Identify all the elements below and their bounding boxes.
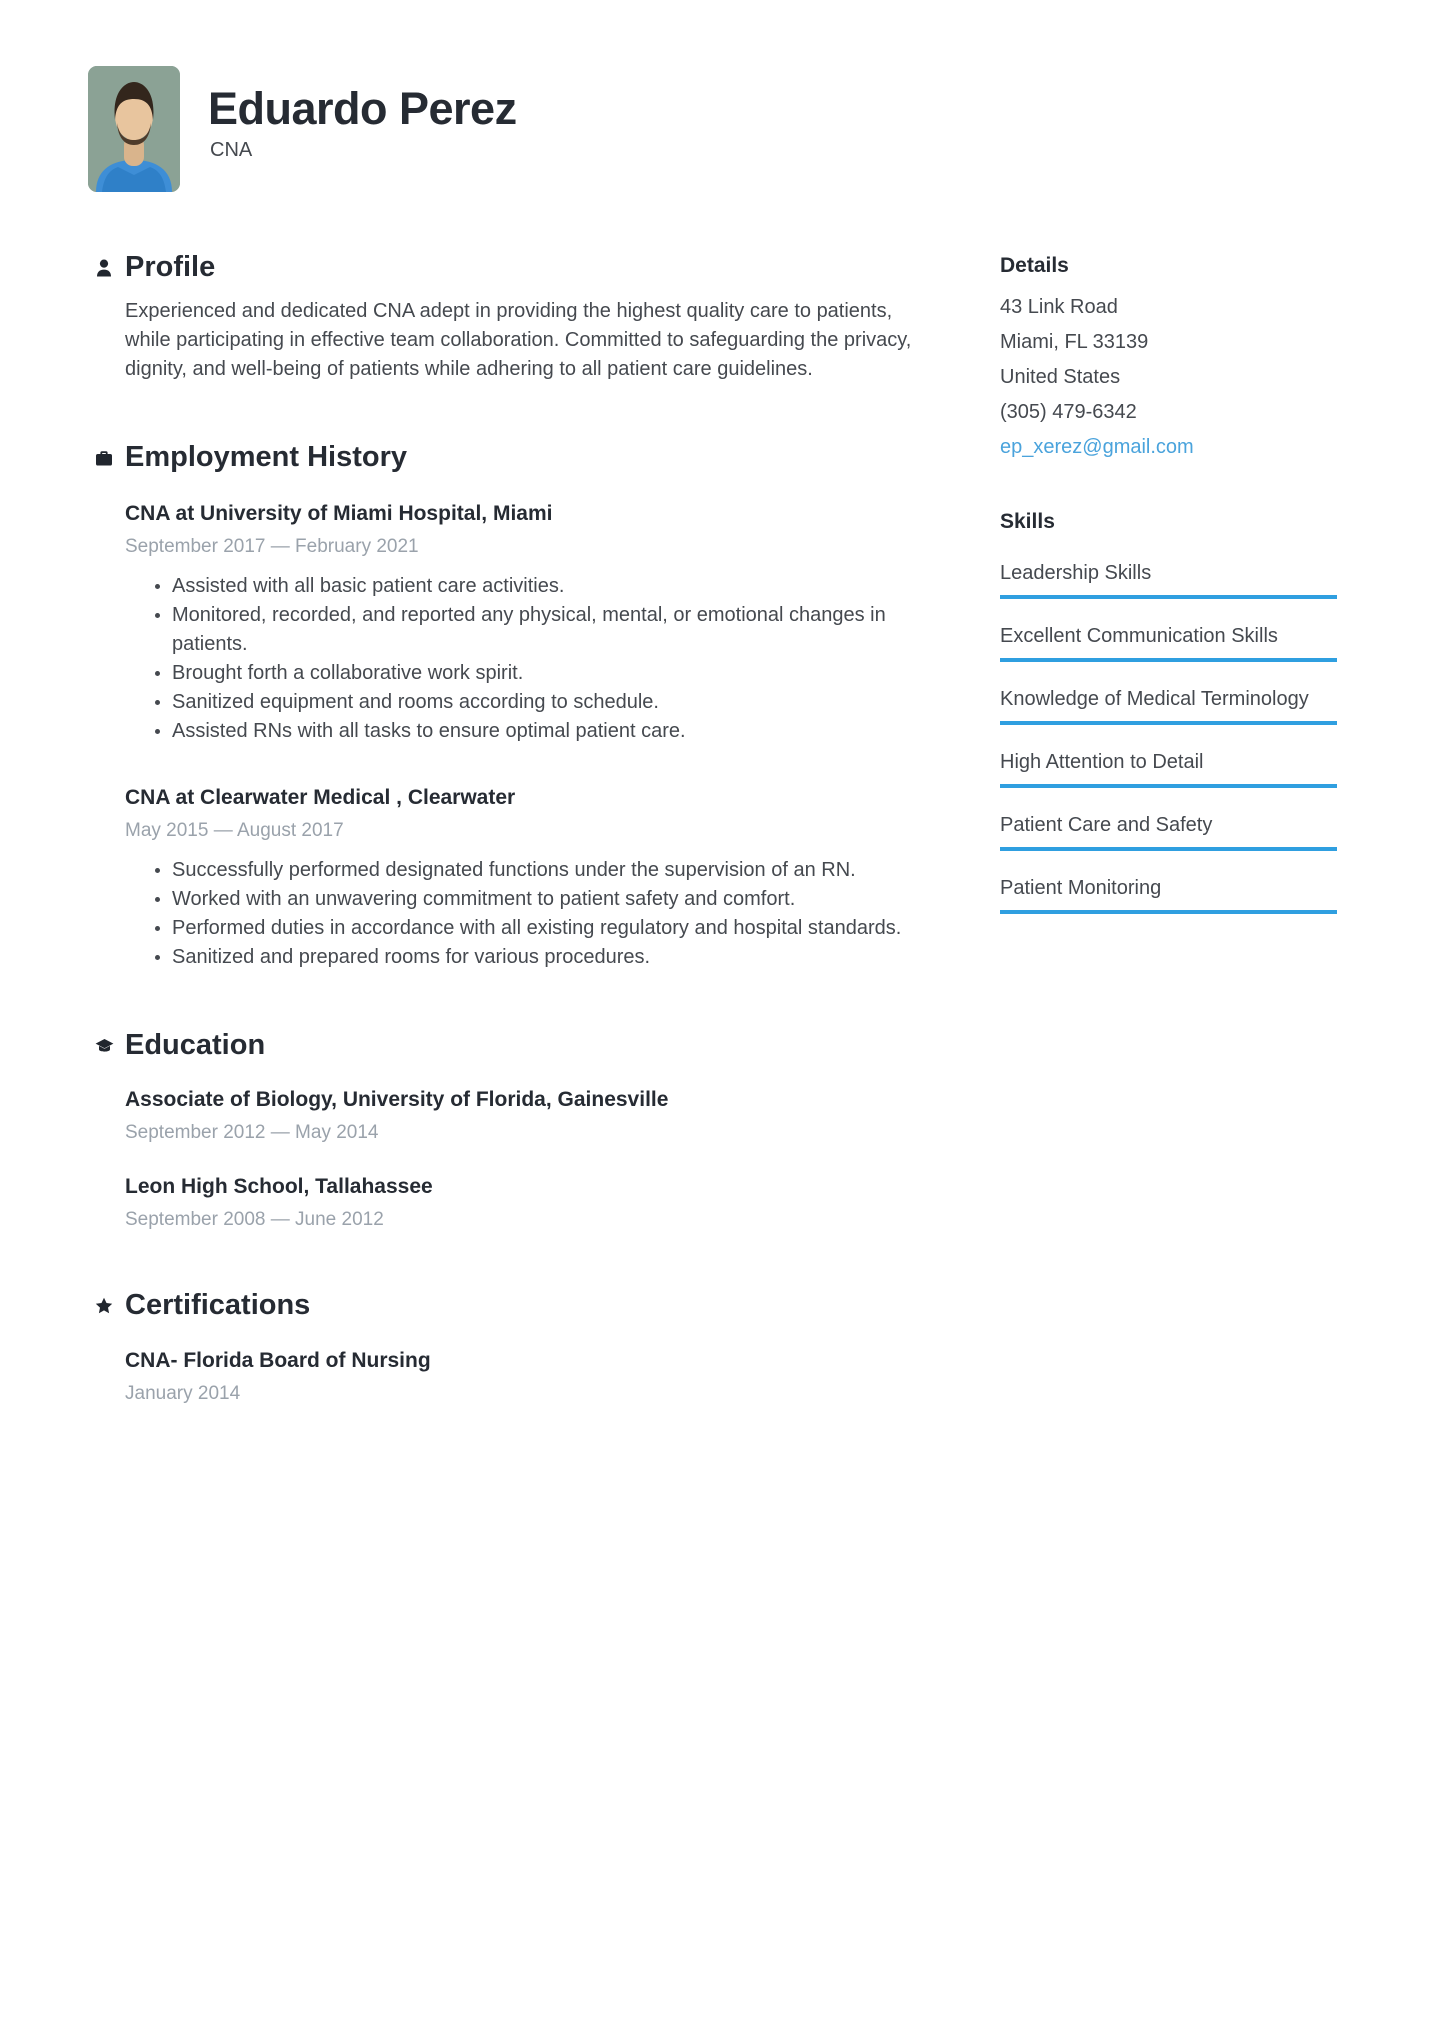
skill-item: Leadership Skills xyxy=(1000,555,1337,599)
employment-body xyxy=(125,442,940,971)
skill-item: Patient Monitoring xyxy=(1000,870,1337,914)
certification-title: CNA- Florida Board of Nursing xyxy=(125,1348,431,1372)
skill-item: Patient Care and Safety xyxy=(1000,807,1337,851)
details-heading: Details xyxy=(1000,254,1069,277)
education-dates: September 2012 — May 2014 xyxy=(125,1122,379,1144)
education-dates: September 2008 — June 2012 xyxy=(125,1209,384,1231)
job-bullet: Sanitized and prepared rooms for various procedures. xyxy=(125,943,937,972)
education-title: Associate of Biology, University of Florida, Gainesville xyxy=(125,1088,669,1112)
email-line xyxy=(1000,430,1337,465)
education-entry xyxy=(125,1173,940,1232)
job-entry xyxy=(125,784,940,972)
education-entry xyxy=(125,1086,940,1145)
education-heading: Education xyxy=(125,1028,266,1061)
candidate-title: CNA xyxy=(210,138,253,161)
skill-item: High Attention to Detail xyxy=(1000,744,1337,788)
section-profile xyxy=(95,252,940,384)
certification-entry xyxy=(125,1347,940,1406)
section-employment xyxy=(95,442,940,971)
education-title: Leon High School, Tallahassee xyxy=(125,1175,433,1199)
job-dates: September 2017 — February 2021 xyxy=(125,535,419,557)
profile-body xyxy=(125,252,940,384)
employment-heading: Employment History xyxy=(125,441,407,474)
job-bullet-list xyxy=(125,856,937,972)
job-bullet: Performed duties in accordance with all existing regulatory and hospital standards. xyxy=(125,914,937,943)
job-title: CNA at University of Miami Hospital, Miami xyxy=(125,501,553,525)
job-entry xyxy=(125,500,940,746)
skills-block xyxy=(1000,508,1337,914)
skill-item: Excellent Communication Skills xyxy=(1000,618,1337,662)
resume-content xyxy=(95,252,1337,1406)
job-dates: May 2015 — August 2017 xyxy=(125,819,344,841)
profile-photo-illustration xyxy=(88,66,180,192)
section-certifications xyxy=(95,1290,940,1405)
phone-number: (305) 479-6342 xyxy=(1000,401,1137,423)
briefcase-icon xyxy=(95,442,125,467)
section-education xyxy=(95,1030,940,1232)
job-bullet: Assisted with all basic patient care activities. xyxy=(125,572,937,601)
education-body xyxy=(125,1030,940,1232)
address-line: United States xyxy=(1000,366,1121,388)
profile-photo xyxy=(88,66,180,192)
profile-heading: Profile xyxy=(125,251,216,283)
address-line: Miami, FL 33139 xyxy=(1000,331,1149,353)
job-title: CNA at Clearwater Medical , Clearwater xyxy=(125,785,516,809)
job-bullet: Brought forth a collaborative work spirit. xyxy=(125,659,937,688)
skills-heading: Skills xyxy=(1000,510,1055,533)
candidate-name: Eduardo Perez xyxy=(208,83,517,134)
details-block xyxy=(1000,252,1337,465)
email-link[interactable]: ep_xerez@gmail.com xyxy=(1000,436,1194,458)
job-bullet: Monitored, recorded, and reported any physical, mental, or emotional changes in patients. xyxy=(125,601,937,659)
certifications-heading: Certifications xyxy=(125,1289,311,1322)
sidebar xyxy=(1000,252,1337,1406)
certification-dates: January 2014 xyxy=(125,1382,241,1404)
certifications-body xyxy=(125,1290,940,1405)
job-bullet: Assisted RNs with all tasks to ensure optimal patient care. xyxy=(125,717,937,746)
person-icon xyxy=(95,252,125,277)
profile-text: Experienced and dedicated CNA adept in providing the highest quality care to patients, while participating in effective team collaboration. Committed to safeguarding the privacy, dignity, and well-being of patients while adhering to all patient care guidelines. xyxy=(125,300,912,381)
job-bullet: Worked with an unwavering commitment to patient safety and comfort. xyxy=(125,885,937,914)
main-column xyxy=(95,252,940,1406)
address-line: 43 Link Road xyxy=(1000,296,1118,318)
star-icon xyxy=(95,1290,125,1315)
resume-header xyxy=(88,66,1337,192)
job-bullet: Sanitized equipment and rooms according to schedule. xyxy=(125,688,937,717)
job-bullet: Successfully performed designated functions under the supervision of an RN. xyxy=(125,856,937,885)
job-bullet-list xyxy=(125,572,937,746)
skill-item: Knowledge of Medical Terminology xyxy=(1000,681,1337,725)
header-text xyxy=(208,66,517,162)
graduation-cap-icon xyxy=(95,1030,125,1055)
